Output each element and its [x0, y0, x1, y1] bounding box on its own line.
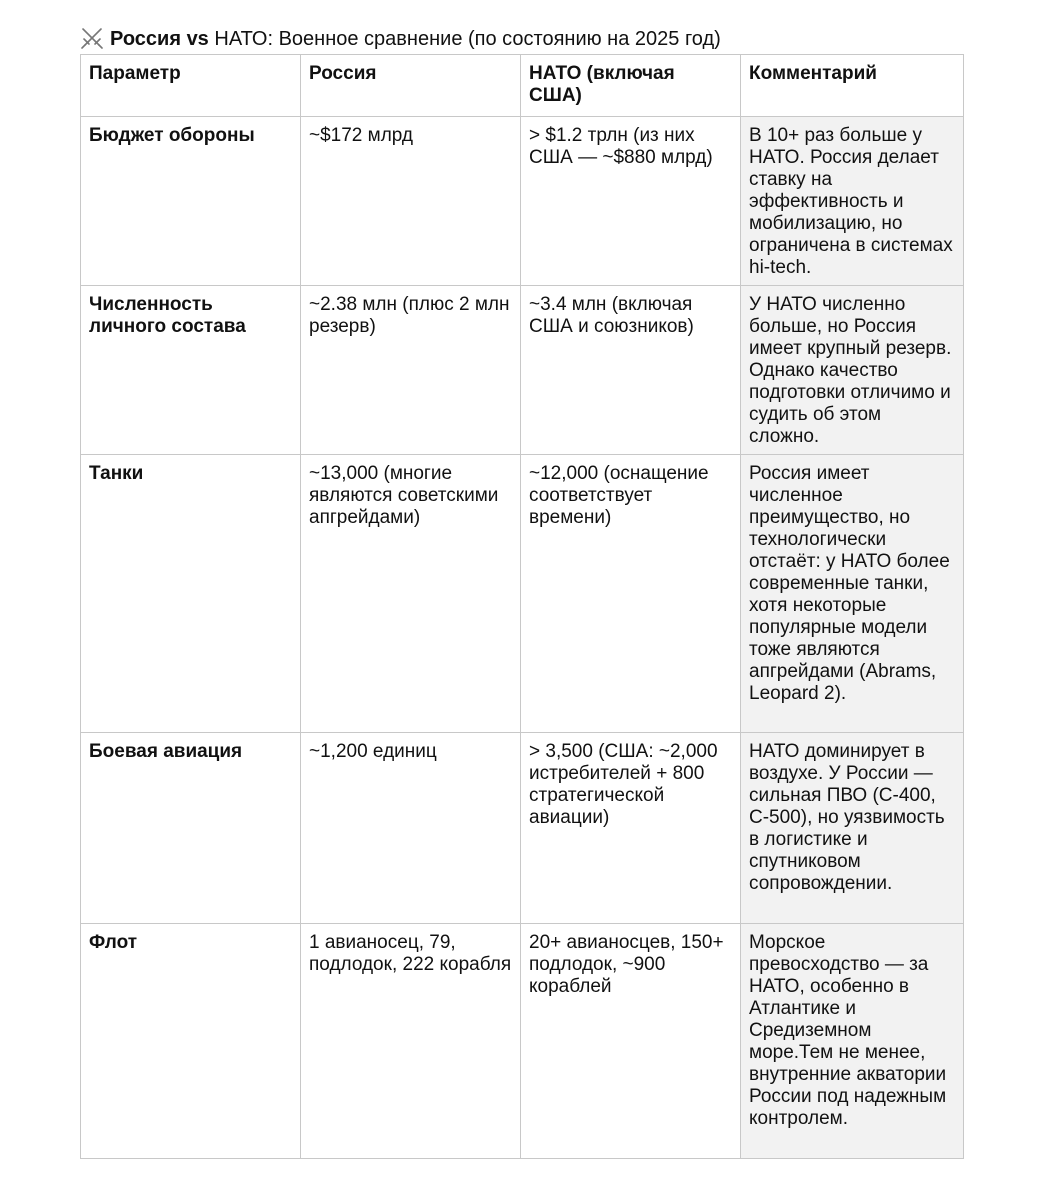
table-row: [81, 286, 964, 455]
comparison-table: [80, 54, 964, 1159]
cell-comment: В 10+ раз больше у НАТО. Россия делает ставку на эффективность и мобилизацию, но ограничена в системах hi-tech.: [741, 117, 964, 286]
cell-comment: НАТО доминирует в воздухе. У России — сильная ПВО (С-400, С-500), но уязвимость в логистике и спутниковом сопровождении.: [741, 733, 964, 924]
cell-comment: У НАТО численно больше, но Россия имеет крупный резерв. Однако качество подготовки отличимо и судить об этом сложно.: [741, 286, 964, 455]
cell-russia: ~$172 млрд: [301, 117, 521, 286]
cell-comment: Россия имеет численное преимущество, но технологически отстаёт: у НАТО более современные танки, хотя некоторые популярные модели тоже являются апгрейдами (Abrams, Leopard 2).: [741, 455, 964, 733]
header-russia: Россия: [301, 55, 521, 117]
cell-parameter: Боевая авиация: [81, 733, 301, 924]
cell-russia: ~2.38 млн (плюс 2 млн резерв): [301, 286, 521, 455]
cell-nato: 20+ авианосцев, 150+ подлодок, ~900 кораблей: [521, 924, 741, 1159]
cell-nato: > 3,500 (США: ~2,000 истребителей + 800 стратегической авиации): [521, 733, 741, 924]
table-header-row: [81, 55, 964, 117]
cell-russia: ~13,000 (многие являются советскими апгрейдами): [301, 455, 521, 733]
cell-nato: ~12,000 (оснащение соответствует времени): [521, 455, 741, 733]
table-row: [81, 117, 964, 286]
cell-parameter: Численность личного состава: [81, 286, 301, 455]
cell-parameter: Флот: [81, 924, 301, 1159]
header-nato: НАТО (включая США): [521, 55, 741, 117]
cell-russia: ~1,200 единиц: [301, 733, 521, 924]
title-rest: НАТО: Военное сравнение (по состоянию на 2025 год): [208, 28, 721, 50]
cell-nato: > $1.2 трлн (из них США — ~$880 млрд): [521, 117, 741, 286]
table-row: [81, 924, 964, 1159]
header-comment: Комментарий: [741, 55, 964, 117]
title-bold: Россия vs: [110, 28, 209, 50]
cell-parameter: Танки: [81, 455, 301, 733]
cell-parameter: Бюджет обороны: [81, 117, 301, 286]
cell-nato: ~3.4 млн (включая США и союзников): [521, 286, 741, 455]
cell-comment: Морское превосходство — за НАТО, особенно в Атлантике и Средиземном море.Тем не менее, внутренние акватории России под надежным контролем.: [741, 924, 964, 1159]
cell-russia: 1 авианосец, 79, подлодок, 222 корабля: [301, 924, 521, 1159]
crossed-swords-icon: [80, 27, 104, 49]
table-row: [81, 733, 964, 924]
page-title: [80, 26, 721, 52]
header-parameter: Параметр: [81, 55, 301, 117]
table-row: [81, 455, 964, 733]
